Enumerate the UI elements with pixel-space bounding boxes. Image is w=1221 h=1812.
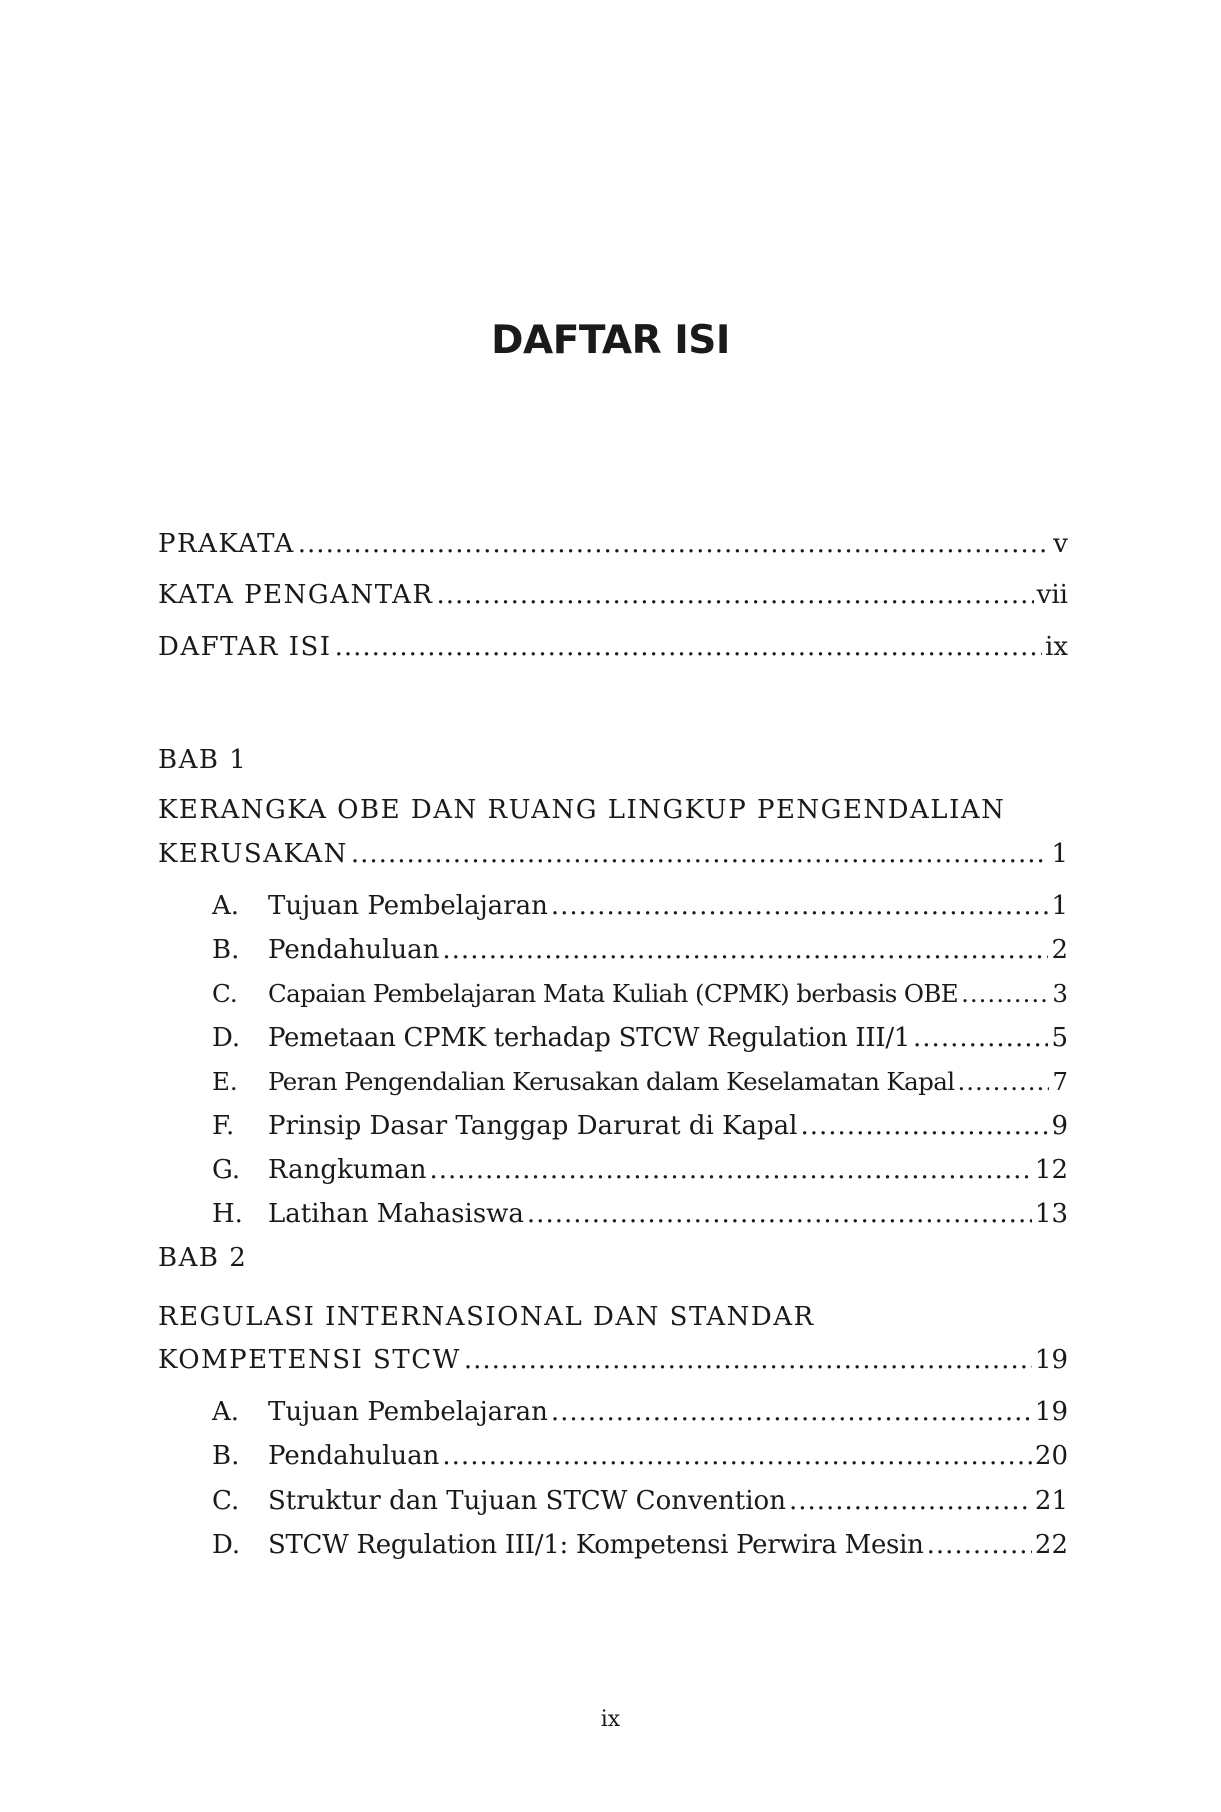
toc-subentry[interactable]: [212, 930, 1068, 970]
toc-entry-bab2[interactable]: [158, 1340, 1068, 1380]
subentry-letter: E.: [212, 1067, 238, 1096]
toc-subentry[interactable]: [212, 886, 1068, 926]
subentry-label: Tujuan Pembelajaran: [268, 1397, 548, 1427]
toc-subentry[interactable]: [212, 1106, 1068, 1146]
subentry-letter: D.: [212, 1023, 241, 1053]
chapter-title-bab2-line1: REGULASI INTERNASIONAL DAN STANDAR: [158, 1302, 815, 1332]
subentry-page: 19: [1034, 1397, 1068, 1427]
subentry-letter: G.: [212, 1155, 241, 1185]
toc-subentry[interactable]: [212, 1062, 1068, 1102]
subentry-label: Tujuan Pembelajaran: [268, 891, 548, 921]
subentry-page: 5: [1051, 1023, 1068, 1053]
subentry-page: 2: [1051, 935, 1068, 965]
toc-entry-page: v: [1053, 529, 1068, 559]
leader-dots: [436, 575, 1033, 615]
subentry-letter: H.: [212, 1199, 243, 1229]
subentry-label: Capaian Pembelajaran Mata Kuliah (CPMK) berbasis OBE: [268, 979, 959, 1008]
subentry-letter: D.: [212, 1530, 241, 1560]
toc-subentry[interactable]: [212, 1392, 1068, 1432]
chapter-heading-bab2: BAB 2: [158, 1243, 248, 1273]
chapter-title-bab1-line2: KERUSAKAN: [158, 839, 348, 869]
leader-dots: [913, 1018, 1048, 1058]
leader-dots: [464, 1340, 1032, 1380]
subentry-letter: A.: [212, 1397, 240, 1427]
toc-entry-daftar-isi[interactable]: [158, 627, 1068, 667]
subentry-letter: B.: [212, 935, 240, 965]
toc-entry-kata-pengantar[interactable]: [158, 575, 1068, 615]
subentry-page: 21: [1034, 1486, 1068, 1516]
subentry-letter: C.: [212, 979, 238, 1008]
subentry-label: Latihan Mahasiswa: [268, 1199, 524, 1229]
subentry-letter: C.: [212, 1486, 240, 1516]
subentry-label: Rangkuman: [268, 1155, 427, 1185]
toc-entry-page: vii: [1036, 580, 1068, 610]
leader-dots: [442, 930, 1048, 970]
subentry-label: Struktur dan Tujuan STCW Convention: [268, 1486, 786, 1516]
subentry-page: 7: [1052, 1067, 1068, 1096]
page-title: DAFTAR ISI: [491, 318, 730, 363]
page-number: ix: [600, 1707, 621, 1732]
subentry-label: Pendahuluan: [268, 1441, 440, 1471]
leader-dots: [551, 1392, 1032, 1432]
toc-subentry[interactable]: [212, 1150, 1068, 1190]
subentry-label: Prinsip Dasar Tanggap Darurat di Kapal: [268, 1111, 798, 1141]
leader-dots: [551, 886, 1049, 926]
subentry-label: Peran Pengendalian Kerusakan dalam Keselamatan Kapal: [268, 1067, 955, 1096]
subentry-page: 13: [1034, 1199, 1068, 1229]
leader-dots: [789, 1481, 1032, 1521]
leader-dots: [335, 627, 1042, 667]
subentry-letter: A.: [212, 891, 240, 921]
subentry-letter: F.: [212, 1111, 235, 1141]
toc-subentry[interactable]: [212, 1525, 1068, 1565]
leader-dots: [961, 974, 1049, 1014]
subentry-label: Pemetaan CPMK terhadap STCW Regulation III/1: [268, 1023, 911, 1053]
leader-dots: [429, 1150, 1031, 1190]
leader-dots: [298, 524, 1051, 564]
toc-subentry[interactable]: [212, 1194, 1068, 1234]
leader-dots: [442, 1436, 1032, 1476]
subentry-page: 12: [1034, 1155, 1068, 1185]
subentry-page: 3: [1052, 979, 1068, 1008]
toc-subentry[interactable]: [212, 1436, 1068, 1476]
chapter-heading-bab1: BAB 1: [158, 745, 248, 775]
subentry-page: 20: [1034, 1441, 1068, 1471]
subentry-label: STCW Regulation III/1: Kompetensi Perwira Mesin: [268, 1530, 924, 1560]
toc-entry-label: KATA PENGANTAR: [158, 580, 434, 610]
leader-dots: [927, 1525, 1032, 1565]
toc-entry-prakata[interactable]: [158, 524, 1068, 564]
toc-entry-label: DAFTAR ISI: [158, 632, 332, 662]
leader-dots: [800, 1106, 1048, 1146]
subentry-page: 22: [1034, 1530, 1068, 1560]
subentry-page: 1: [1051, 891, 1068, 921]
toc-entry-page: 1: [1051, 839, 1068, 869]
toc-entry-label: PRAKATA: [158, 529, 295, 559]
leader-dots: [351, 834, 1049, 874]
toc-entry-page: ix: [1045, 632, 1068, 662]
chapter-title-bab1-line1: KERANGKA OBE DAN RUANG LINGKUP PENGENDALIAN: [158, 795, 1006, 825]
subentry-page: 9: [1051, 1111, 1068, 1141]
chapter-title-bab2-line2: KOMPETENSI STCW: [158, 1345, 461, 1375]
toc-subentry[interactable]: [212, 1018, 1068, 1058]
toc-entry-bab1[interactable]: [158, 834, 1068, 874]
toc-subentry[interactable]: [212, 974, 1068, 1014]
leader-dots: [527, 1194, 1032, 1234]
subentry-letter: B.: [212, 1441, 240, 1471]
toc-entry-page: 19: [1034, 1345, 1068, 1375]
leader-dots: [957, 1062, 1049, 1102]
toc-subentry[interactable]: [212, 1481, 1068, 1521]
subentry-label: Pendahuluan: [268, 935, 440, 965]
